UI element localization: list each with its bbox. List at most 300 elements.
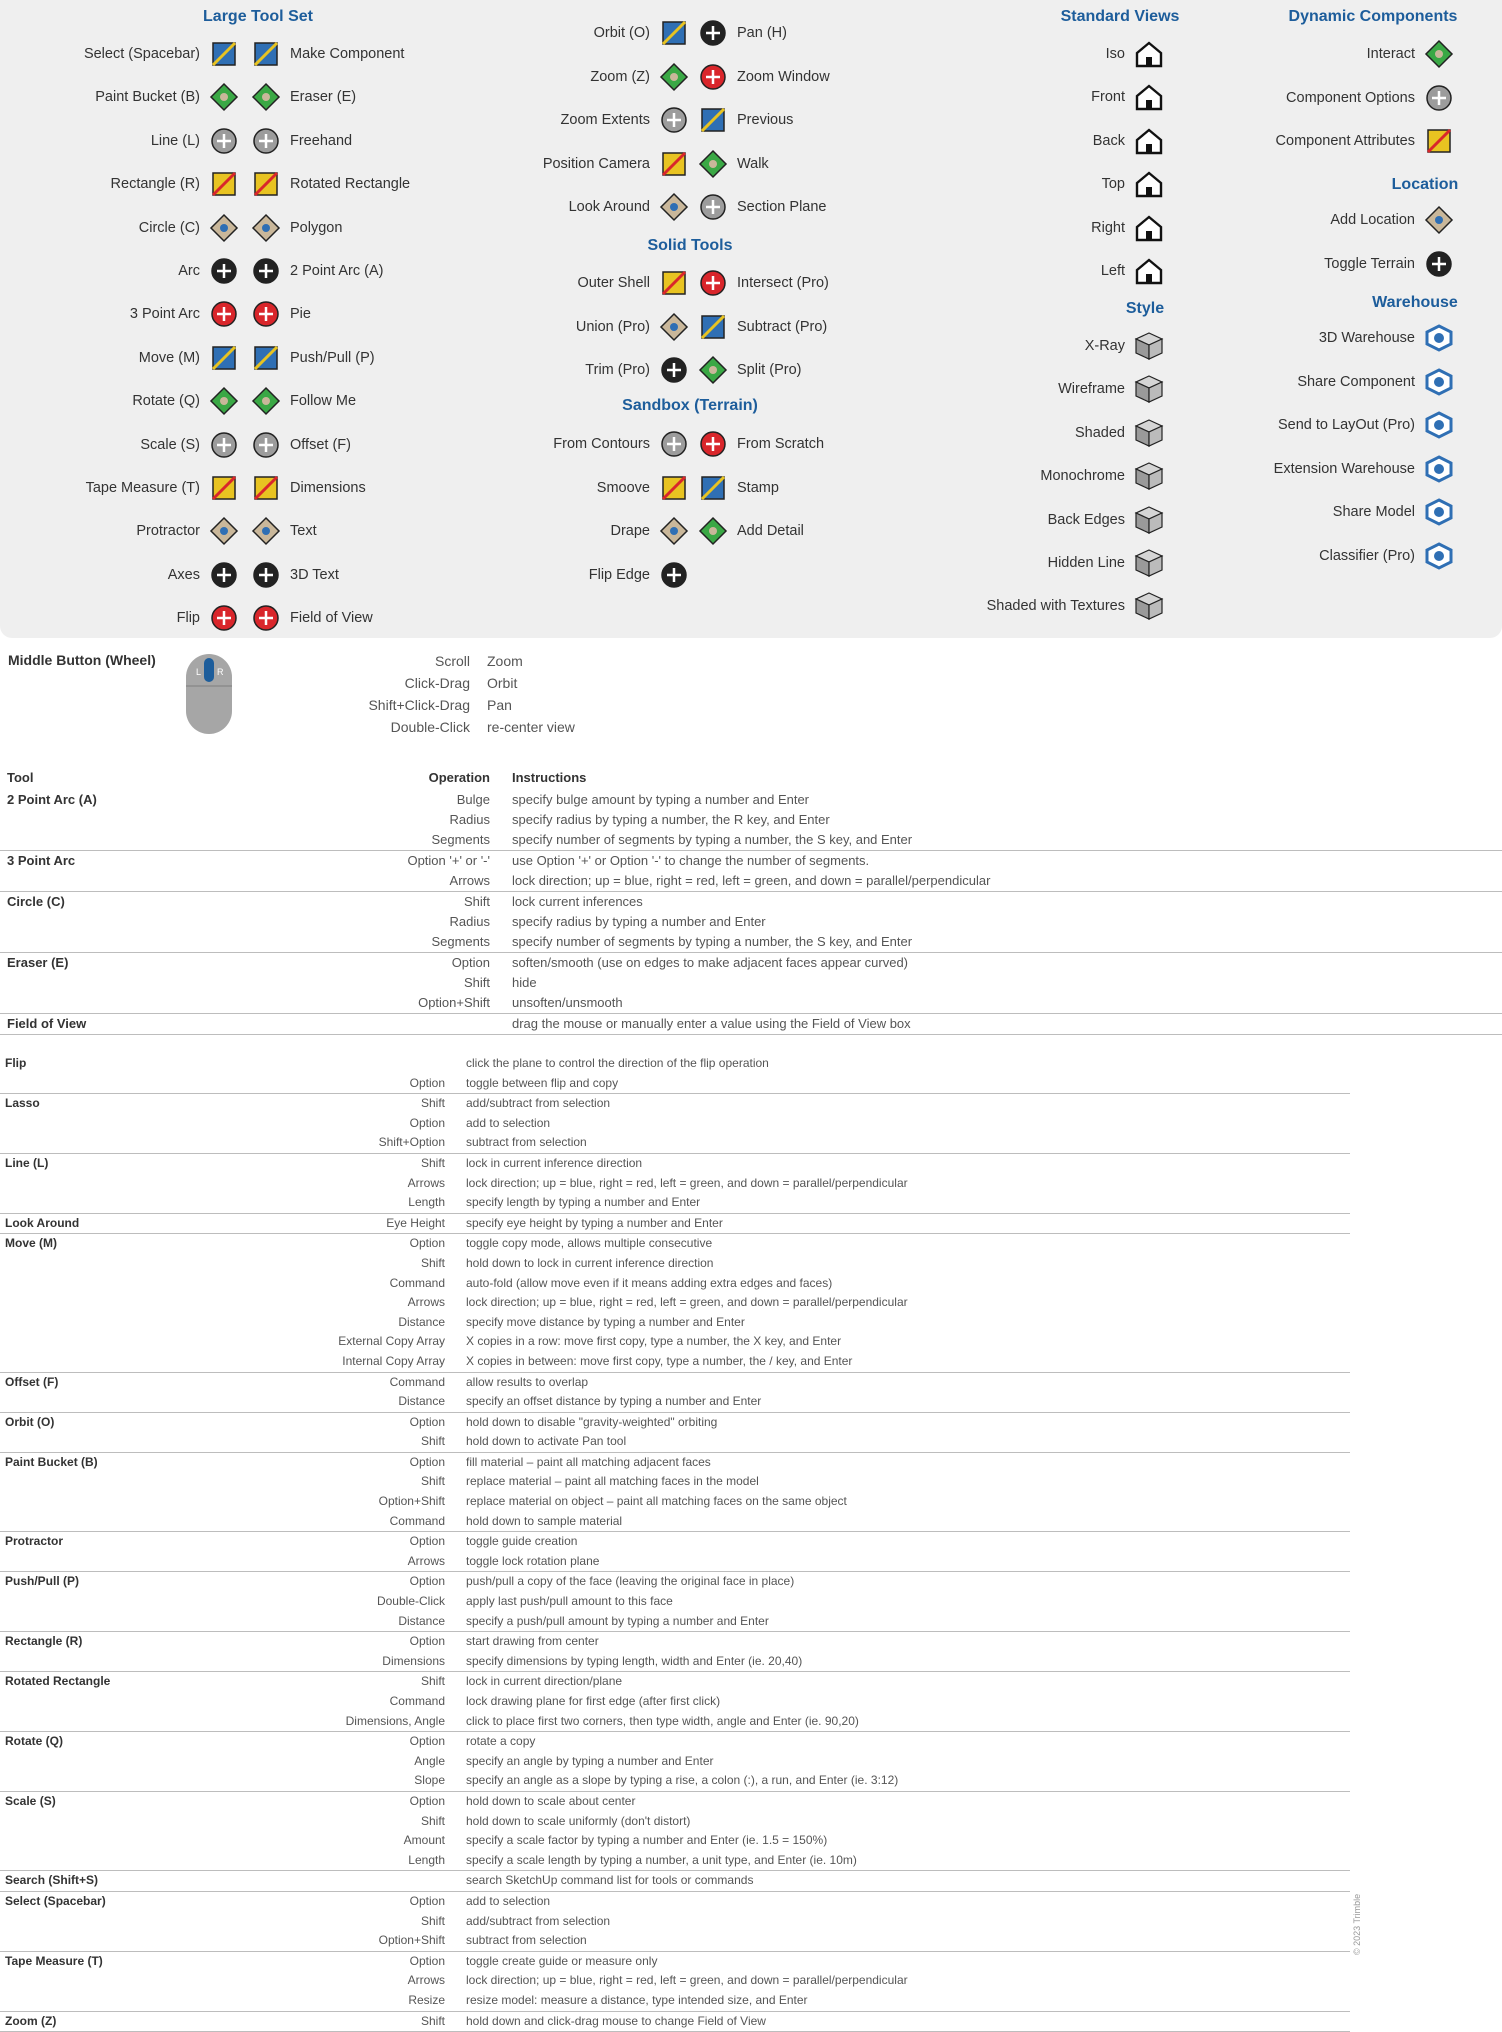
table-row — [0, 1912, 1350, 1932]
tool-label: Section Plane — [737, 187, 826, 227]
tool-rotate-q[interactable] — [40, 381, 240, 421]
instruction: replace material on object – paint all matching faces on the same object — [466, 1492, 847, 1512]
tool-subtract-pro[interactable] — [697, 307, 907, 347]
tool-eraser-e[interactable] — [250, 77, 460, 117]
tool-group-tape-measure-t — [0, 1952, 1350, 2012]
instruction: lock direction; up = blue, right = red, left = green, and down = parallel/perpendicular — [466, 1971, 908, 1991]
operation: Option — [250, 1114, 445, 1134]
section-location: Location — [1360, 176, 1490, 194]
operation: Option — [250, 1532, 445, 1552]
walk-icon — [697, 148, 729, 180]
modifier-table-1 — [0, 770, 1502, 1035]
tape-measure-t-icon — [208, 472, 240, 504]
operation: Radius — [300, 810, 490, 830]
table-row — [0, 1432, 1350, 1452]
tool-stamp[interactable] — [697, 468, 907, 508]
tool-group-2-point-arc-a — [0, 790, 1502, 851]
instruction: lock drawing plane for first edge (after first click) — [466, 1692, 720, 1712]
tool-label: Select (Spacebar) — [84, 34, 200, 74]
instruction: rotate a copy — [466, 1732, 535, 1752]
move-m-icon — [208, 342, 240, 374]
mouse-action: Shift+Click-Drag — [300, 694, 470, 716]
tool-group-rotate-q — [0, 1732, 1350, 1792]
tool-circle-c[interactable] — [40, 208, 240, 248]
tool-label: X-Ray — [1085, 326, 1125, 366]
table-row — [0, 1812, 1350, 1832]
tool-back[interactable] — [940, 121, 1165, 161]
tool-label: Orbit (O) — [594, 13, 650, 53]
instruction: use Option '+' or Option '-' to change the number of segments. — [512, 851, 869, 871]
tool-label: Trim (Pro) — [585, 350, 650, 390]
tool-outer-shell[interactable] — [480, 263, 690, 303]
tool-previous[interactable] — [697, 100, 907, 140]
stamp-icon — [697, 472, 729, 504]
tool-group-line-l — [0, 1154, 1350, 1214]
tool-name: Lasso — [5, 1094, 40, 1114]
dimensions-icon — [250, 472, 282, 504]
instruction: push/pull a copy of the face (leaving the original face in place) — [466, 1572, 794, 1592]
pie-icon — [250, 298, 282, 330]
instruction: add/subtract from selection — [466, 1912, 610, 1932]
table-row — [0, 1193, 1350, 1213]
outer-shell-icon — [658, 267, 690, 299]
component-attributes-icon — [1423, 125, 1455, 157]
pan-h-icon — [697, 17, 729, 49]
axes-icon — [208, 559, 240, 591]
make-component-icon — [250, 38, 282, 70]
tool-follow-me[interactable] — [250, 381, 460, 421]
tool-make-component[interactable] — [250, 34, 460, 74]
instruction: lock in current direction/plane — [466, 1672, 622, 1692]
table-row — [0, 1492, 1350, 1512]
instruction: toggle lock rotation plane — [466, 1552, 599, 1572]
tool-group-search-shift-s — [0, 1871, 1350, 1892]
operation: Shift — [250, 1912, 445, 1932]
middle-button-title: Middle Button (Wheel) — [8, 652, 156, 668]
table-row — [0, 790, 1502, 810]
table-row — [0, 1373, 1350, 1393]
tool-interact[interactable] — [1230, 34, 1455, 74]
section-warehouse: Warehouse — [1340, 294, 1490, 312]
tool-pie[interactable] — [250, 294, 460, 334]
tool-smoove[interactable] — [480, 468, 690, 508]
tool-name: Select (Spacebar) — [5, 1892, 106, 1912]
mouse-result: re-center view — [487, 716, 575, 738]
tool-paint-bucket-b[interactable] — [40, 77, 240, 117]
operation: Resize — [250, 1991, 445, 2011]
instruction: search SketchUp command list for tools or commands — [466, 1871, 753, 1891]
operation: Option — [250, 1632, 445, 1652]
tool-label: 3 Point Arc — [130, 294, 200, 334]
instruction: hide — [512, 973, 537, 993]
tool-label: Add Location — [1330, 200, 1415, 240]
tool-zoom-z[interactable] — [480, 57, 690, 97]
instruction: toggle between flip and copy — [466, 1074, 618, 1094]
tool-rectangle-r[interactable] — [40, 164, 240, 204]
tool-component-attributes[interactable] — [1230, 121, 1455, 161]
tool-label: Flip — [177, 598, 200, 638]
monochrome-icon — [1133, 460, 1165, 492]
tool-group-rotated-rectangle — [0, 1672, 1350, 1732]
tool-group-offset-f — [0, 1373, 1350, 1413]
tool-x-ray[interactable] — [940, 326, 1165, 366]
instruction: soften/smooth (use on edges to make adjacent faces appear curved) — [512, 953, 908, 973]
tool-label: Rectangle (R) — [111, 164, 200, 204]
section-sandbox: Sandbox (Terrain) — [600, 397, 780, 415]
from-scratch-icon — [697, 428, 729, 460]
3d-text-icon — [250, 559, 282, 591]
table-row — [0, 1014, 1502, 1034]
tool-extension-warehouse[interactable] — [1230, 449, 1455, 489]
table-row — [0, 1313, 1350, 1333]
tool-label: Toggle Terrain — [1324, 244, 1415, 284]
tool-hidden-line[interactable] — [940, 543, 1165, 583]
tool-name: Tape Measure (T) — [5, 1952, 103, 1972]
instruction: add to selection — [466, 1892, 550, 1912]
tool-wireframe[interactable] — [940, 369, 1165, 409]
add-location-icon — [1423, 204, 1455, 236]
operation: Option — [250, 1952, 445, 1972]
tool-from-scratch[interactable] — [697, 424, 907, 464]
tool-name: Circle (C) — [7, 892, 65, 912]
tool-label: Pan (H) — [737, 13, 787, 53]
tool-zoom-extents[interactable] — [480, 100, 690, 140]
tool-label: Iso — [1106, 34, 1125, 74]
table-row — [0, 1054, 1350, 1074]
operation: Command — [250, 1373, 445, 1393]
tool-look-around[interactable] — [480, 187, 690, 227]
add-detail-icon — [697, 515, 729, 547]
from-contours-icon — [658, 428, 690, 460]
instruction: hold down to scale about center — [466, 1792, 635, 1812]
instruction: start drawing from center — [466, 1632, 599, 1652]
tool-label: Rotated Rectangle — [290, 164, 410, 204]
rotated-rectangle-icon — [250, 168, 282, 200]
tool-intersect-pro[interactable] — [697, 263, 907, 303]
tool-rotated-rectangle[interactable] — [250, 164, 460, 204]
2-point-arc-a-icon — [250, 255, 282, 287]
tool-pan-h[interactable] — [697, 13, 907, 53]
smoove-icon — [658, 472, 690, 504]
tool-freehand[interactable] — [250, 121, 460, 161]
tool-label: Make Component — [290, 34, 404, 74]
shaded-icon — [1133, 417, 1165, 449]
look-around-icon — [658, 191, 690, 223]
right-icon — [1133, 212, 1165, 244]
freehand-icon — [250, 125, 282, 157]
tool-shaded[interactable] — [940, 413, 1165, 453]
tool-label: Paint Bucket (B) — [95, 77, 200, 117]
table-row — [0, 1114, 1350, 1134]
interact-icon — [1423, 38, 1455, 70]
tool-drape[interactable] — [480, 511, 690, 551]
instruction: X copies in between: move first copy, type a number, the / key, and Enter — [466, 1352, 852, 1372]
tool-name: Move (M) — [5, 1234, 57, 1254]
table-row — [0, 912, 1502, 932]
instruction: lock direction; up = blue, right = red, left = green, and down = parallel/perpendicular — [466, 1174, 908, 1194]
tool-text[interactable] — [250, 511, 460, 551]
table-row — [0, 1792, 1350, 1812]
tool-label: Shaded with Textures — [987, 586, 1125, 626]
tool-label: Outer Shell — [577, 263, 650, 303]
operation: Dimensions, Angle — [250, 1712, 445, 1732]
tool-select-spacebar[interactable] — [40, 34, 240, 74]
instruction: subtract from selection — [466, 1133, 587, 1153]
tool-back-edges[interactable] — [940, 500, 1165, 540]
instruction: add to selection — [466, 1114, 550, 1134]
tool-from-contours[interactable] — [480, 424, 690, 464]
line-l-icon — [208, 125, 240, 157]
tool-add-location[interactable] — [1230, 200, 1455, 240]
tool-2-point-arc-a[interactable] — [250, 251, 460, 291]
tool-label: Flip Edge — [589, 555, 650, 595]
operation: Distance — [250, 1313, 445, 1333]
tool-label: Back Edges — [1048, 500, 1125, 540]
tool-protractor[interactable] — [40, 511, 240, 551]
svg-text:L: L — [196, 667, 201, 677]
operation: Shift+Option — [250, 1133, 445, 1153]
tool-group-lasso — [0, 1094, 1350, 1154]
tool-name: Eraser (E) — [7, 953, 68, 973]
front-icon — [1133, 81, 1165, 113]
tool-label: Field of View — [290, 598, 373, 638]
operation: Distance — [250, 1392, 445, 1412]
section-solid: Solid Tools — [600, 237, 780, 255]
tool-label: Monochrome — [1040, 456, 1125, 496]
operation: Option — [250, 1234, 445, 1254]
table-row — [0, 1712, 1350, 1732]
tool-label: From Scratch — [737, 424, 824, 464]
operation: Shift — [300, 892, 490, 912]
push-pull-p-icon — [250, 342, 282, 374]
tool-label: 3D Warehouse — [1319, 318, 1415, 358]
instruction: subtract from selection — [466, 1931, 587, 1951]
rotate-q-icon — [208, 385, 240, 417]
tool-label: Stamp — [737, 468, 779, 508]
flip-edge-icon — [658, 559, 690, 591]
tool-name: 2 Point Arc (A) — [7, 790, 97, 810]
tool-label: Arc — [178, 251, 200, 291]
instruction: click to place first two corners, then type width, angle and Enter (ie. 90,20) — [466, 1712, 859, 1732]
tool-label: Line (L) — [151, 121, 200, 161]
operation: Eye Height — [250, 1214, 445, 1234]
instruction: specify number of segments by typing a number, the S key, and Enter — [512, 830, 912, 850]
flip-icon — [208, 602, 240, 634]
table-row — [0, 993, 1502, 1013]
tool-name: Look Around — [5, 1214, 79, 1234]
tool-top[interactable] — [940, 164, 1165, 204]
tool-share-model[interactable] — [1230, 492, 1455, 532]
operation: Command — [250, 1274, 445, 1294]
share-component-icon — [1423, 366, 1455, 398]
table-row — [0, 1154, 1350, 1174]
tool-shaded-with-textures[interactable] — [940, 586, 1165, 626]
tool-name: Search (Shift+S) — [5, 1871, 98, 1891]
tool-name: Offset (F) — [5, 1373, 58, 1393]
tool-label: Dimensions — [290, 468, 366, 508]
tool-classifier-pro[interactable] — [1230, 536, 1455, 576]
tool-label: Previous — [737, 100, 793, 140]
tool-left[interactable] — [940, 251, 1165, 291]
tool-iso[interactable] — [940, 34, 1165, 74]
table-row — [0, 932, 1502, 952]
tool-group-zoom-z — [0, 2012, 1350, 2032]
tool-label: Send to LayOut (Pro) — [1278, 405, 1415, 445]
component-options-icon — [1423, 82, 1455, 114]
tool-label: Hidden Line — [1048, 543, 1125, 583]
table-row — [0, 1851, 1350, 1871]
instruction: apply last push/pull amount to this face — [466, 1592, 673, 1612]
instruction: specify an angle as a slope by typing a rise, a colon (:), a run, and Enter (ie. 3:12) — [466, 1771, 898, 1791]
table-row — [0, 1094, 1350, 1114]
table-row — [0, 1532, 1350, 1552]
operation: Segments — [300, 830, 490, 850]
table-row — [0, 1831, 1350, 1851]
tool-move-m[interactable] — [40, 338, 240, 378]
tool-monochrome[interactable] — [940, 456, 1165, 496]
table-row — [0, 1552, 1350, 1572]
operation: Bulge — [300, 790, 490, 810]
tool-label: Drape — [611, 511, 651, 551]
tool-add-detail[interactable] — [697, 511, 907, 551]
tool-share-component[interactable] — [1230, 362, 1455, 402]
tool-flip[interactable] — [40, 598, 240, 638]
tool-zoom-window[interactable] — [697, 57, 907, 97]
tool-3d-text[interactable] — [250, 555, 460, 595]
tool-label: Scale (S) — [140, 425, 200, 465]
intersect-pro-icon — [697, 267, 729, 299]
tool-orbit-o[interactable] — [480, 13, 690, 53]
mouse-action-row — [0, 694, 700, 716]
operation: Option — [250, 1732, 445, 1752]
tool-group-orbit-o — [0, 1413, 1350, 1453]
table-row — [0, 1512, 1350, 1532]
tool-label: Circle (C) — [139, 208, 200, 248]
tool-label: Move (M) — [139, 338, 200, 378]
tool-trim-pro[interactable] — [480, 350, 690, 390]
orbit-o-icon — [658, 17, 690, 49]
tool-group-field-of-view — [0, 1014, 1502, 1035]
instruction: toggle guide creation — [466, 1532, 577, 1552]
table-row — [0, 1453, 1350, 1473]
tool-section-plane[interactable] — [697, 187, 907, 227]
table-row — [0, 1472, 1350, 1492]
top-icon — [1133, 168, 1165, 200]
tool-group-move-m — [0, 1234, 1350, 1372]
instruction: specify an angle by typing a number and Enter — [466, 1752, 714, 1772]
tool-axes[interactable] — [40, 555, 240, 595]
eraser-e-icon — [250, 81, 282, 113]
table-row — [0, 1771, 1350, 1791]
position-camera-icon — [658, 148, 690, 180]
tool-send-to-layout-pro[interactable] — [1230, 405, 1455, 445]
instruction: hold down to disable "gravity-weighted" orbiting — [466, 1413, 717, 1433]
instruction: lock direction; up = blue, right = red, left = green, and down = parallel/perpendicular — [466, 1293, 908, 1313]
tool-union-pro[interactable] — [480, 307, 690, 347]
wireframe-icon — [1133, 373, 1165, 405]
tool-name: Field of View — [7, 1014, 86, 1034]
table-row — [0, 892, 1502, 912]
operation: Option+Shift — [250, 1931, 445, 1951]
tool-line-l[interactable] — [40, 121, 240, 161]
operation: Command — [250, 1512, 445, 1532]
table-row — [0, 1632, 1350, 1652]
operation: Length — [250, 1851, 445, 1871]
tool-push-pull-p[interactable] — [250, 338, 460, 378]
tool-toggle-terrain[interactable] — [1230, 244, 1455, 284]
tool-flip-edge[interactable] — [480, 555, 690, 595]
copyright: © 2023 Trimble — [1352, 1894, 1362, 1955]
tool-component-options[interactable] — [1230, 78, 1455, 118]
tool-label: Top — [1102, 164, 1125, 204]
instruction: specify radius by typing a number, the R key, and Enter — [512, 810, 830, 830]
paint-bucket-b-icon — [208, 81, 240, 113]
tool-label: Smoove — [597, 468, 650, 508]
split-pro-icon — [697, 354, 729, 386]
tool-offset-f[interactable] — [250, 425, 460, 465]
table-row — [0, 1752, 1350, 1772]
instruction: hold down to scale uniformly (don't distort) — [466, 1812, 690, 1832]
tool-3d-warehouse[interactable] — [1230, 318, 1455, 358]
operation: Shift — [250, 1254, 445, 1274]
operation: Shift — [250, 1432, 445, 1452]
operation: Radius — [300, 912, 490, 932]
instruction: click the plane to control the direction of the flip operation — [466, 1054, 769, 1074]
table-row — [0, 1332, 1350, 1352]
table-row — [0, 1612, 1350, 1632]
table-row — [0, 2012, 1350, 2032]
tool-polygon[interactable] — [250, 208, 460, 248]
tool-name: Scale (S) — [5, 1792, 56, 1812]
table-row — [0, 1392, 1350, 1412]
table-row — [0, 851, 1502, 871]
tool-tape-measure-t[interactable] — [40, 468, 240, 508]
tool-dimensions[interactable] — [250, 468, 460, 508]
tool-position-camera[interactable] — [480, 144, 690, 184]
tool-group-circle-c — [0, 892, 1502, 953]
tool-name: Rotated Rectangle — [5, 1672, 110, 1692]
tool-label: Axes — [168, 555, 200, 595]
3d-warehouse-icon — [1423, 322, 1455, 354]
tool-field-of-view[interactable] — [250, 598, 460, 638]
tool-label: Share Model — [1333, 492, 1415, 532]
tool-label: Extension Warehouse — [1274, 449, 1415, 489]
instruction: specify an offset distance by typing a number and Enter — [466, 1392, 761, 1412]
tool-split-pro[interactable] — [697, 350, 907, 390]
tool-right[interactable] — [940, 208, 1165, 248]
instruction: lock direction; up = blue, right = red, left = green, and down = parallel/perpendicular — [512, 871, 990, 891]
classifier-pro-icon — [1423, 540, 1455, 572]
tool-label: Offset (F) — [290, 425, 351, 465]
select-spacebar-icon — [208, 38, 240, 70]
operation: Shift — [250, 1472, 445, 1492]
tool-label: Eraser (E) — [290, 77, 356, 117]
table-row — [0, 1352, 1350, 1372]
tool-3-point-arc[interactable] — [40, 294, 240, 334]
tool-arc[interactable] — [40, 251, 240, 291]
tool-label: Subtract (Pro) — [737, 307, 827, 347]
header-instructions: Instructions — [512, 770, 586, 785]
tool-scale-s[interactable] — [40, 425, 240, 465]
protractor-icon — [208, 515, 240, 547]
tool-front[interactable] — [940, 77, 1165, 117]
operation: Option+Shift — [300, 993, 490, 1013]
table-header — [0, 770, 1502, 790]
tool-walk[interactable] — [697, 144, 907, 184]
modifier-table-2 — [0, 1054, 1350, 2032]
rectangle-r-icon — [208, 168, 240, 200]
tool-name: Paint Bucket (B) — [5, 1453, 98, 1473]
